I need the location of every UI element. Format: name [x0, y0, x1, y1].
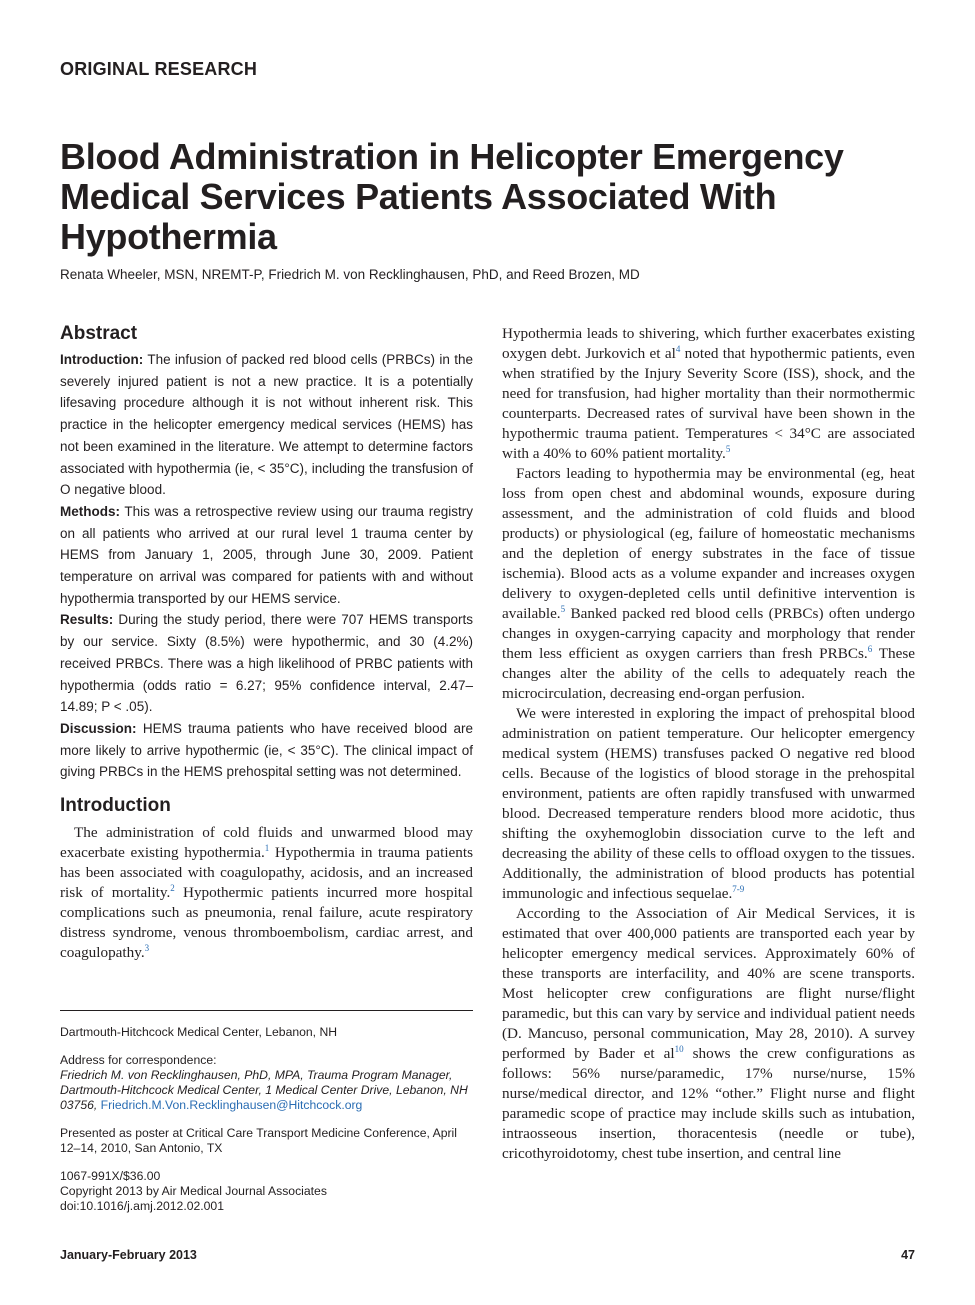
- intro-text-a: The administration of cold fluids and unwarmed blood may exacerbate existing hypothermia.: [60, 824, 473, 862]
- abstract-discussion: [60, 718, 473, 783]
- publication-info: [60, 1169, 473, 1214]
- ref-6[interactable]: 6: [867, 643, 873, 654]
- article-title: Blood Administration in Helicopter Emergency Medical Services Patients Associated With Hypothermia: [60, 136, 844, 257]
- body-paragraph-2: [502, 464, 915, 704]
- ref-1[interactable]: 1: [264, 843, 270, 853]
- footnotes: [60, 1025, 473, 1227]
- correspondence-line-3: 03756,: [60, 1098, 101, 1112]
- p1-text-a: Hypothermia leads to shivering, which further exacerbates existing oxygen debt. Jurkovich et al: [502, 325, 915, 362]
- ref-10[interactable]: 10: [674, 1043, 684, 1054]
- correspondence-label: Address for correspondence:: [60, 1053, 217, 1067]
- p2-text-b: Banked packed red blood cells (PRBCs) often undergo changes in oxygen-carrying capacity and morphology that render them less efficient as oxygen carriers than fresh PRBCs.: [502, 605, 915, 662]
- abstract-methods-text: This was a retrospective review using our trauma registry on all patients who arrived at our rural level 1 trauma center by HEMS from January 1, 2005, through June 30, 2009. Patient temperature on arrival was compared for patients with and without hypothermia transported by our HEMS service.: [60, 503, 473, 606]
- abstract-results-label: Results:: [60, 612, 114, 628]
- body-paragraph-1: [502, 324, 915, 464]
- issue-date: January-February 2013: [60, 1248, 197, 1262]
- abstract-discussion-text: HEMS trauma patients who have received blood are more likely to arrive hypothermic (ie, < 35°C). The clinical impact of giving PRBCs in the HEMS prehospital setting was not determined.: [60, 720, 473, 780]
- abstract-results-text: During the study period, there were 707 HEMS transports by our service. Sixty (8.5%) were hypothermic, and 30 (4.2%) received PRBCs. There was a high likelihood of PRBC patients with hypothermia (odds ratio = 6.27; 95% confidence interval, 2.47–14.89; P < .05).: [60, 612, 473, 715]
- correspondence: [60, 1053, 473, 1113]
- p4-text-a: According to the Association of Air Medical Services, it is estimated that over 400,000 patients are transported each year by helicopter emergency medical services. Approximately 60% of these transports are interfacility, and 40% are scene transports. Most helicopter crew configurations are flight nurse/flight paramedic, but this can vary by service and individual patient needs (D. Mancuso, personal communication, May 28, 2010). A survey performed by Bader et al: [502, 905, 915, 1062]
- ref-2[interactable]: 2: [170, 883, 175, 893]
- footnote-divider: [60, 1010, 473, 1011]
- introduction-paragraph: [60, 823, 473, 963]
- ref-4[interactable]: 4: [675, 343, 681, 354]
- doi: doi:10.1016/j.amj.2012.02.001: [60, 1199, 224, 1213]
- section-label: ORIGINAL RESEARCH: [60, 59, 258, 79]
- copyright: Copyright 2013 by Air Medical Journal Associates: [60, 1184, 327, 1198]
- affiliation: Dartmouth-Hitchcock Medical Center, Lebanon, NH: [60, 1025, 338, 1039]
- intro-text-c: Hypothermic patients incurred more hospital complications such as pneumonia, renal failure, acute respiratory distress syndrome, venous thromboembolism, cardiac arrest, and coagulopathy.: [60, 884, 473, 962]
- abstract-heading: Abstract: [60, 323, 138, 344]
- correspondence-email-link[interactable]: Friedrich.M.Von.Recklinghausen@Hitchcock.org: [100, 1098, 363, 1112]
- ref-5[interactable]: 5: [725, 443, 731, 454]
- body-paragraph-4: [502, 904, 915, 1164]
- ref-3[interactable]: 3: [144, 943, 150, 953]
- abstract-introduction-text: The infusion of packed red blood cells (PRBCs) in the severely injured patient is not a new practice. It is a potentially lifesaving procedure although it is not without inherent risk. This practice in the helicopter emergency medical services (HEMS) has not been examined in the literature. We attempt to determine factors associated with hypothermia (ie, < 35°C), including the transfusion of O negative blood.: [60, 352, 473, 498]
- left-column: [60, 323, 473, 963]
- abstract-introduction: [60, 349, 473, 501]
- page-number: 47: [901, 1248, 915, 1262]
- p2-text-a: Factors leading to hypothermia may be environmental (eg, heat loss from open chest and abdominal wounds, exposure during assessment, and the administration of cold fluids and blood products) or physiological (eg, failure of homeostatic mechanisms and the depletion of energy substrates in the face of tissue ischemia). Blood acts as a volume expander and increases oxygen delivery to oxygen-depleted cells until definitive intervention is available.: [502, 465, 915, 622]
- correspondence-line-1: Friedrich M. von Recklinghausen, PhD, MPA, Trauma Program Manager,: [60, 1068, 453, 1082]
- introduction-heading: Introduction: [60, 795, 171, 817]
- p1-text-b: noted that hypothermic patients, even when stratified by the Injury Severity Score (ISS), shock, and the need for transfusion, had higher mortality than their normothermic counterparts. Decreased rates of survival have been shown in the hypothermic trauma patient. Temperatures < 34°C are associated with a 40% to 60% patient mortality.: [502, 345, 915, 462]
- abstract-methods-label: Methods:: [60, 503, 120, 519]
- p2-text-c: These changes alter the ability of the cells to adequately reach the microcirculation, decreasing end-organ perfusion.: [502, 645, 915, 702]
- right-column: [502, 324, 915, 1164]
- p3-text-a: We were interested in exploring the impact of prehospital blood administration on patient temperature. Our helicopter emergency medical system (HEMS) transfuses packed O negative red blood cells. Because of the logistics of blood storage in the prehospital environment, patients are often rapidly transfused with unwarmed blood. Decreased temperature renders blood more acidotic, thus shifting the oxyhemoglobin dissociation curve to the left and decreasing the ability of these cells to offload oxygen to the tissues. Additionally, the administration of blood products has potential immunologic and infectious sequelae.: [502, 705, 915, 902]
- ref-7-9[interactable]: 7-9: [732, 883, 745, 894]
- abstract-methods: [60, 501, 473, 610]
- abstract-results: [60, 609, 473, 718]
- ref-5b[interactable]: 5: [560, 603, 566, 614]
- author-list: Renata Wheeler, MSN, NREMT-P, Friedrich M. von Recklinghausen, PhD, and Reed Brozen, MD: [60, 267, 640, 282]
- presentation-note: Presented as poster at Critical Care Transport Medicine Conference, April 12–14, 2010, San Antonio, TX: [60, 1126, 457, 1155]
- body-paragraph-3: [502, 704, 915, 904]
- intro-text-b: Hypothermia in trauma patients has been associated with coagulopathy, acidosis, and an increased risk of mortality.: [60, 844, 474, 902]
- p4-text-b: shows the crew configurations as follows: 56% nurse/paramedic, 17% nurse/nurse, 15% nurse/medical director, and 12% “other.” Flight nurse and flight paramedic scope of practice may include skills such as intubation, intraosseous insertion, thoracentesis (needle or tube), cricothyroidotomy, chest tube insertion, and central line: [502, 1045, 916, 1162]
- correspondence-line-2: Dartmouth-Hitchcock Medical Center, 1 Medical Center Drive, Lebanon, NH: [60, 1083, 468, 1097]
- issn: 1067-991X/$36.00: [60, 1169, 161, 1183]
- abstract-discussion-label: Discussion:: [60, 720, 137, 736]
- abstract-introduction-label: Introduction:: [60, 352, 144, 367]
